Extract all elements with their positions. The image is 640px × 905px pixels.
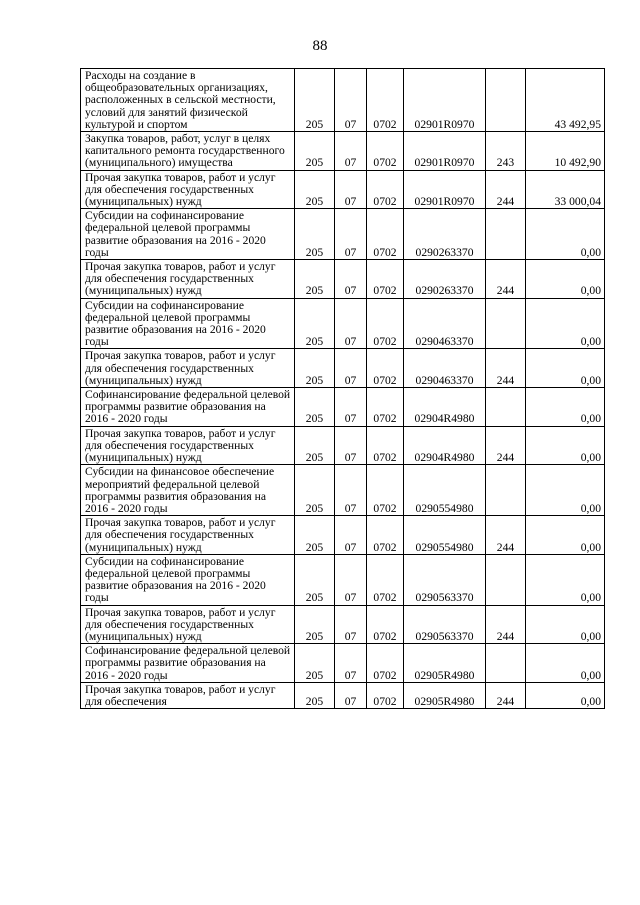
- table-row: [81, 682, 605, 708]
- row-target-article-code: 0290263370: [404, 260, 486, 299]
- row-department-code: 205: [295, 682, 335, 708]
- row-name: Расходы на создание в общеобразовательных организациях, расположенных в сельской местности, условий для занятий физической культурой и спортом: [81, 69, 295, 132]
- row-department-code: 205: [295, 554, 335, 605]
- row-name: Прочая закупка товаров, работ и услуг для обеспечения государственных (муниципальных) нужд: [81, 516, 295, 555]
- row-department-code: 205: [295, 605, 335, 644]
- row-expense-type-code: [486, 465, 526, 516]
- row-subsection-code: 0702: [367, 516, 404, 555]
- row-target-article-code: 0290554980: [404, 516, 486, 555]
- row-section-code: 07: [335, 260, 367, 299]
- row-expense-type-code: [486, 644, 526, 683]
- row-amount: 33 000,04: [526, 170, 605, 209]
- row-name: Субсидии на софинансирование федеральной целевой программы развитие образования на 2016 - 2020 годы: [81, 554, 295, 605]
- row-name: Субсидии на софинансирование федеральной целевой программы развитие образования на 2016 - 2020 годы: [81, 209, 295, 260]
- row-target-article-code: 0290463370: [404, 298, 486, 349]
- table-row: [81, 69, 605, 132]
- row-amount: 0,00: [526, 349, 605, 388]
- row-name: Субсидии на софинансирование федеральной целевой программы развитие образования на 2016 - 2020 годы: [81, 298, 295, 349]
- table-row: [81, 644, 605, 683]
- row-subsection-code: 0702: [367, 69, 404, 132]
- row-target-article-code: 0290263370: [404, 209, 486, 260]
- row-name: Софинансирование федеральной целевой программы развитие образования на 2016 - 2020 годы: [81, 644, 295, 683]
- row-target-article-code: 0290563370: [404, 554, 486, 605]
- row-amount: 0,00: [526, 260, 605, 299]
- row-subsection-code: 0702: [367, 605, 404, 644]
- row-expense-type-code: 244: [486, 426, 526, 465]
- row-amount: 0,00: [526, 644, 605, 683]
- row-expense-type-code: [486, 298, 526, 349]
- row-department-code: 205: [295, 516, 335, 555]
- row-amount: 0,00: [526, 682, 605, 708]
- table-row: [81, 260, 605, 299]
- row-expense-type-code: 244: [486, 682, 526, 708]
- row-target-article-code: 0290463370: [404, 349, 486, 388]
- row-subsection-code: 0702: [367, 260, 404, 299]
- row-section-code: 07: [335, 682, 367, 708]
- budget-table-body: [81, 69, 605, 709]
- row-section-code: 07: [335, 465, 367, 516]
- row-amount: 0,00: [526, 465, 605, 516]
- row-section-code: 07: [335, 298, 367, 349]
- row-subsection-code: 0702: [367, 465, 404, 516]
- row-department-code: 205: [295, 388, 335, 427]
- row-subsection-code: 0702: [367, 426, 404, 465]
- row-subsection-code: 0702: [367, 682, 404, 708]
- row-amount: 0,00: [526, 388, 605, 427]
- row-target-article-code: 02904R4980: [404, 426, 486, 465]
- row-subsection-code: 0702: [367, 388, 404, 427]
- row-subsection-code: 0702: [367, 554, 404, 605]
- row-amount: 0,00: [526, 554, 605, 605]
- row-amount: 10 492,90: [526, 132, 605, 171]
- row-section-code: 07: [335, 644, 367, 683]
- row-subsection-code: 0702: [367, 298, 404, 349]
- row-section-code: 07: [335, 349, 367, 388]
- row-target-article-code: 02901R0970: [404, 170, 486, 209]
- row-target-article-code: 02904R4980: [404, 388, 486, 427]
- row-expense-type-code: 244: [486, 516, 526, 555]
- table-row: [81, 426, 605, 465]
- table-row: [81, 170, 605, 209]
- row-target-article-code: 02905R4980: [404, 644, 486, 683]
- row-amount: 0,00: [526, 426, 605, 465]
- row-name: Софинансирование федеральной целевой программы развитие образования на 2016 - 2020 годы: [81, 388, 295, 427]
- row-amount: 0,00: [526, 516, 605, 555]
- row-subsection-code: 0702: [367, 170, 404, 209]
- row-department-code: 205: [295, 349, 335, 388]
- row-name: Субсидии на финансовое обеспечение мероприятий федеральной целевой программы развития образования на 2016 - 2020 годы: [81, 465, 295, 516]
- row-expense-type-code: 244: [486, 260, 526, 299]
- row-expense-type-code: [486, 388, 526, 427]
- row-department-code: 205: [295, 69, 335, 132]
- row-department-code: 205: [295, 132, 335, 171]
- row-amount: 0,00: [526, 298, 605, 349]
- row-section-code: 07: [335, 132, 367, 171]
- row-section-code: 07: [335, 605, 367, 644]
- row-name: Прочая закупка товаров, работ и услуг для обеспечения государственных (муниципальных) нужд: [81, 426, 295, 465]
- row-subsection-code: 0702: [367, 209, 404, 260]
- table-row: [81, 209, 605, 260]
- row-expense-type-code: 244: [486, 170, 526, 209]
- table-row: [81, 516, 605, 555]
- row-name: Закупка товаров, работ, услуг в целях капитального ремонта государственного (муниципального) имущества: [81, 132, 295, 171]
- row-section-code: 07: [335, 209, 367, 260]
- row-amount: 0,00: [526, 605, 605, 644]
- row-expense-type-code: [486, 69, 526, 132]
- table-row: [81, 605, 605, 644]
- row-target-article-code: 0290554980: [404, 465, 486, 516]
- row-subsection-code: 0702: [367, 132, 404, 171]
- row-target-article-code: 02901R0970: [404, 132, 486, 171]
- row-target-article-code: 02901R0970: [404, 69, 486, 132]
- row-subsection-code: 0702: [367, 644, 404, 683]
- row-department-code: 205: [295, 298, 335, 349]
- row-department-code: 205: [295, 260, 335, 299]
- row-subsection-code: 0702: [367, 349, 404, 388]
- row-expense-type-code: 243: [486, 132, 526, 171]
- row-name: Прочая закупка товаров, работ и услуг для обеспечения государственных (муниципальных) нужд: [81, 170, 295, 209]
- row-section-code: 07: [335, 170, 367, 209]
- row-expense-type-code: [486, 209, 526, 260]
- row-expense-type-code: 244: [486, 605, 526, 644]
- row-expense-type-code: [486, 554, 526, 605]
- table-row: [81, 554, 605, 605]
- row-amount: 43 492,95: [526, 69, 605, 132]
- row-section-code: 07: [335, 554, 367, 605]
- row-department-code: 205: [295, 426, 335, 465]
- table-row: [81, 465, 605, 516]
- row-expense-type-code: 244: [486, 349, 526, 388]
- row-amount: 0,00: [526, 209, 605, 260]
- row-department-code: 205: [295, 644, 335, 683]
- budget-table: [80, 68, 605, 709]
- row-section-code: 07: [335, 516, 367, 555]
- table-row: [81, 298, 605, 349]
- row-name: Прочая закупка товаров, работ и услуг для обеспечения: [81, 682, 295, 708]
- row-target-article-code: 02905R4980: [404, 682, 486, 708]
- row-name: Прочая закупка товаров, работ и услуг для обеспечения государственных (муниципальных) нужд: [81, 605, 295, 644]
- table-row: [81, 349, 605, 388]
- row-name: Прочая закупка товаров, работ и услуг для обеспечения государственных (муниципальных) нужд: [81, 260, 295, 299]
- row-department-code: 205: [295, 209, 335, 260]
- table-row: [81, 388, 605, 427]
- row-department-code: 205: [295, 465, 335, 516]
- row-section-code: 07: [335, 388, 367, 427]
- row-section-code: 07: [335, 69, 367, 132]
- page-number: 88: [312, 38, 328, 54]
- row-department-code: 205: [295, 170, 335, 209]
- row-name: Прочая закупка товаров, работ и услуг для обеспечения государственных (муниципальных) нужд: [81, 349, 295, 388]
- row-target-article-code: 0290563370: [404, 605, 486, 644]
- table-row: [81, 132, 605, 171]
- row-section-code: 07: [335, 426, 367, 465]
